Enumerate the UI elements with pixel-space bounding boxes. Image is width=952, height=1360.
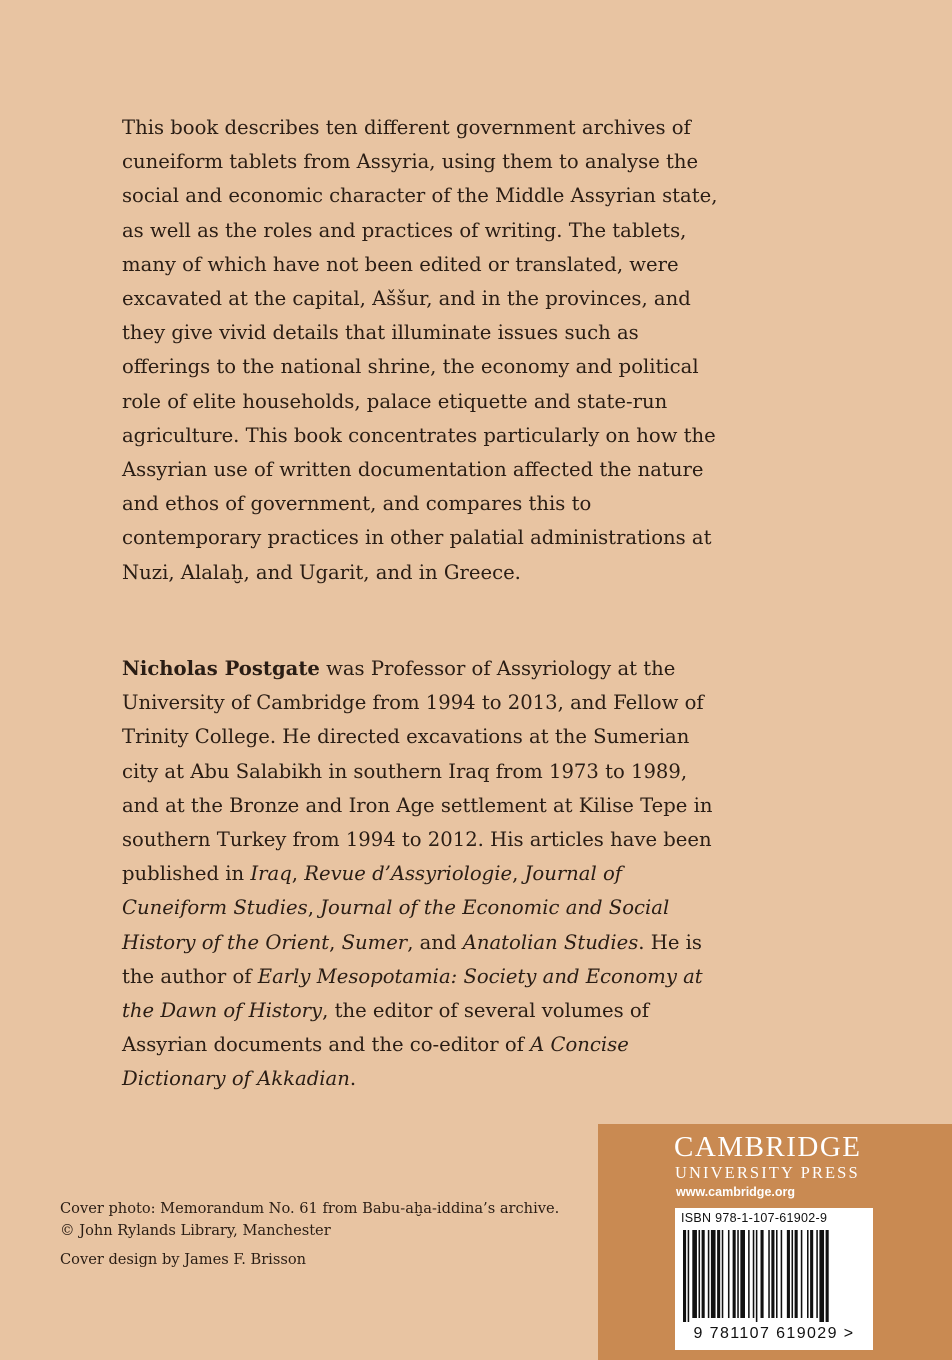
- barcode-icon: [681, 1230, 867, 1322]
- journal-iraq: Iraq: [250, 862, 292, 886]
- photo-credit-line-2: © John Rylands Library, Manchester: [60, 1221, 331, 1239]
- bio-sep-5: , and: [407, 930, 463, 954]
- publisher-name: CAMBRIDGE: [674, 1131, 862, 1163]
- author-name: Nicholas Postgate: [122, 657, 320, 680]
- author-biography: [122, 652, 722, 1097]
- photo-credit-line-1: Cover photo: Memorandum No. 61 from Babu-aḫa-iddina’s archive.: [60, 1200, 560, 1217]
- publisher-panel: [598, 1124, 952, 1360]
- bio-sep-4: ,: [329, 930, 342, 954]
- publisher-url: www.cambridge.org: [676, 1185, 796, 1199]
- book-description: This book describes ten different government archives of cuneiform tablets from Assyria, using them to analyse the social and economic character of the Middle Assyrian state, as well as the roles and practices of writing. The tablets, many of which have not been edited or translated, were excavated at the capital, Aššur, and in the provinces, and they give vivid details that illuminate issues such as offerings to the national shrine, the economy and political role of elite households, palace etiquette and state-run agriculture. This book concentrates particularly on how the Assyrian use of written documentation affected the nature and ethos of government, and compares this to contemporary practices in other palatial administrations at Nuzi, Alalaḫ, and Ugarit, and in Greece.: [122, 116, 718, 584]
- journal-anatolian: Anatolian Studies: [462, 930, 639, 954]
- bio-sep-1: ,: [291, 862, 305, 886]
- bio-text-4: .: [349, 1067, 357, 1091]
- book-dictionary: A Concise Dictionary of Akkadian: [122, 1033, 629, 1091]
- barcode-digits: 9 781107 619029 >: [693, 1325, 855, 1342]
- bio-sep-2: ,: [512, 862, 525, 886]
- barcode-box: [675, 1208, 873, 1350]
- publisher-subtitle: UNIVERSITY PRESS: [675, 1163, 860, 1182]
- book-early-mesopotamia: Early Mesopotamia: Society and Economy at the Dawn of History: [122, 964, 703, 1023]
- journal-revue: Revue d’Assyriologie: [304, 862, 513, 886]
- isbn-label: ISBN 978-1-107-61902-9: [681, 1211, 828, 1225]
- cover-credits: [60, 1198, 600, 1271]
- journal-jcs: Journal of Cuneiform Studies: [122, 862, 623, 920]
- bio-text-2: . He is the author of: [122, 930, 702, 988]
- journal-jesho: Journal of the Economic and Social History of the Orient: [122, 896, 670, 954]
- bio-sep-3: ,: [307, 896, 321, 920]
- bio-text-1: was Professor of Assyriology at the University of Cambridge from 1994 to 2013, and Fellow of Trinity College. He directed excavations at the Sumerian city at Abu Salabikh in southern Iraq from 1973 to 1989, and at the Bronze and Iron Age settlement at Kilise Tepe in southern Turkey from 1994 to 2012. His articles have been published in: [122, 657, 713, 886]
- journal-sumer: Sumer: [341, 930, 408, 954]
- bio-text-3: , the editor of several volumes of Assyrian documents and the co-editor of: [122, 999, 649, 1057]
- design-credit: Cover design by James F. Brisson: [60, 1251, 307, 1268]
